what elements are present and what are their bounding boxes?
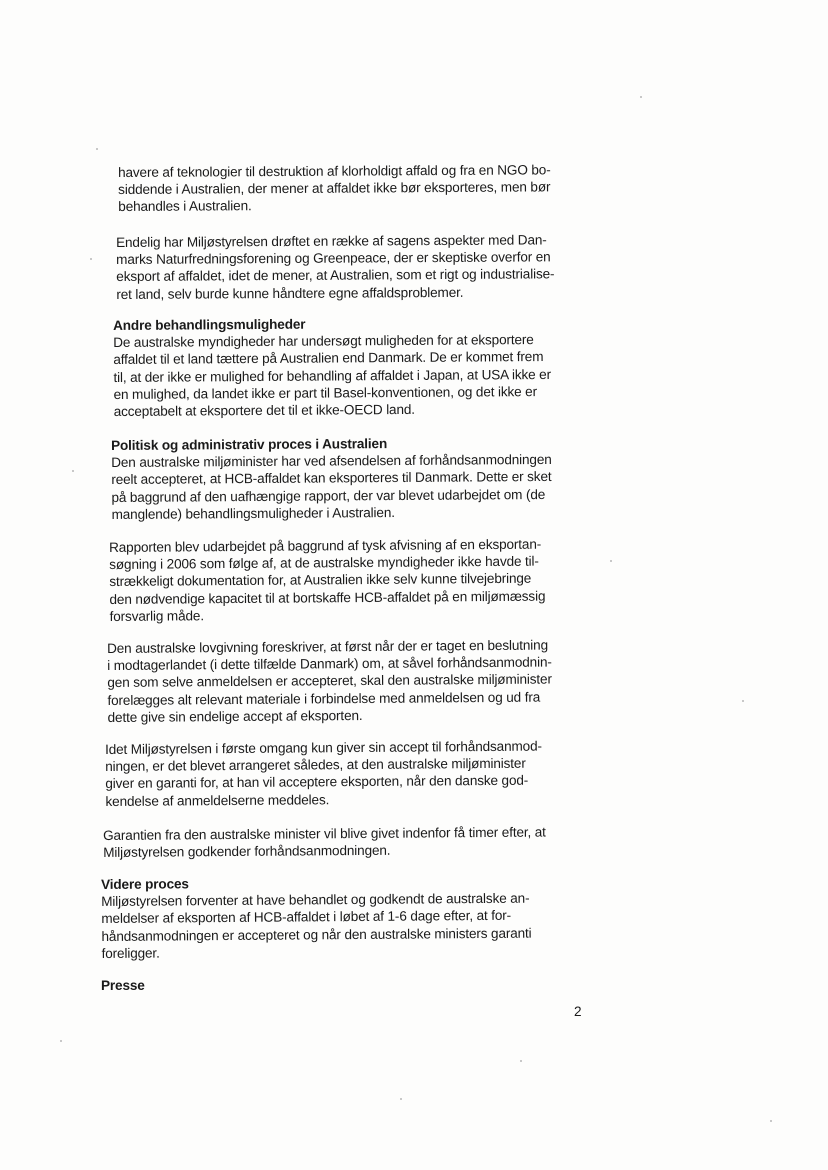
text-line: gen som selve anmeldelsen er accepteret, skal den australske miljøminister	[107, 671, 552, 691]
text-line: Rapporten blev udarbejdet på baggrund af tysk afvisning af en eksportan-	[109, 536, 542, 555]
section-videre-proces	[101, 873, 532, 962]
text-line: meldelser af eksporten af HCB-affaldet i løbet af 1-6 dage efter, at for-	[101, 908, 512, 927]
text-line: kendelse af anmeldelserne meddeles.	[105, 791, 330, 809]
paragraph-idet	[105, 738, 542, 810]
text-line: forelægges alt relevant materiale i forbindelse med anmeldelsen og ud fra	[107, 689, 541, 708]
text-line: håndsanmodningen er accepteret og når den australske ministers garanti	[101, 925, 532, 944]
text-line: ningen, er det blevet arrangeret således, at den australske miljøminister	[105, 755, 526, 775]
section-heading: Politisk og administrativ proces i Australien	[111, 436, 388, 453]
text-line: søgning i 2006 som følge af, at de australske myndigheder ikke havde til-	[109, 553, 539, 573]
text-line: eksport af affaldet, idet de mener, at Australien, som et rigt og industrialise-	[116, 266, 555, 285]
scan-speck	[770, 1120, 772, 1122]
text-line: affaldet til et land tættere på Australien end Danmark. De er kommet frem	[113, 349, 544, 368]
text-line: på baggrund af den uafhængige rapport, der var blevet udarbejdet om (de	[111, 486, 546, 505]
text-line: giver en garanti for, at han vil acceptere eksporten, når den danske god-	[105, 773, 529, 792]
scan-speck	[72, 470, 74, 472]
section-politisk-proces	[111, 434, 552, 523]
scan-speck	[610, 560, 612, 562]
section-heading: Presse	[101, 978, 145, 993]
section-andre-behandlingsmuligheder	[113, 314, 551, 420]
text-line: Miljøstyrelsen godkender forhåndsanmodningen.	[103, 842, 391, 861]
text-line: dette give sin endelige accept af eksporten.	[107, 707, 363, 725]
text-line: marks Naturfredningsforening og Greenpeace, der er skeptiske overfor en	[116, 249, 551, 268]
text-line: strækkeligt dokumentation for, at Australien ikke selv kunne tilvejebringe	[109, 571, 532, 590]
scan-speck	[90, 258, 92, 260]
scan-speck	[96, 148, 98, 150]
text-line: til, at der ikke er mulighed for behandling af affaldet i Japan, at USA ikke er	[113, 366, 551, 385]
text-line: Den australske lovgivning foreskriver, at først når der er taget en beslutning	[107, 637, 549, 656]
text-line: havere af teknologier til destruktion af klorholdigt affald og fra en NGO bo-	[118, 162, 551, 180]
text-line: Garantien fra den australske minister vil blive givet indenfor få timer efter, at	[103, 824, 546, 843]
text-line: foreligger.	[101, 945, 160, 961]
text-line: forsvarlig måde.	[109, 608, 204, 624]
text-line: manglende) behandlingsmuligheder i Australien.	[111, 504, 395, 522]
text-line: reelt accepteret, at HCB-affaldet kan eksporteres til Danmark. Dette er sket	[111, 469, 552, 488]
page-number: 2	[574, 1004, 582, 1019]
text-line: Miljøstyrelsen forventer at have behandlet og godkendt de australske an-	[101, 890, 530, 910]
section-heading: Videre proces	[101, 876, 189, 892]
scan-speck	[742, 700, 744, 702]
paragraph-garantien	[103, 824, 546, 862]
paragraph-dn-greenpeace	[116, 231, 555, 302]
text-line: behandles i Australien.	[118, 198, 252, 215]
text-line: ret land, selv burde kunne håndtere egne affaldsproblemer.	[116, 284, 464, 302]
text-line: Den australske miljøminister har ved afsendelsen af forhåndsanmodningen	[111, 452, 552, 471]
scan-speck	[60, 1040, 62, 1042]
text-line: Idet Miljøstyrelsen i første omgang kun giver sin accept til forhåndsanmod-	[105, 738, 542, 757]
section-heading: Andre behandlingsmuligheder	[113, 316, 306, 333]
scan-speck	[640, 96, 642, 98]
text-line: den nødvendige kapacitet til at bortskaffe HCB-affaldet på en miljømæssig	[109, 588, 546, 607]
text-line: i modtagerlandet (i dette tilfælde Danmark) om, at såvel forhåndsanmodnin-	[107, 654, 552, 674]
text-line: acceptabelt at eksportere det til et ikke-OECD land.	[113, 401, 415, 420]
section-presse	[101, 977, 145, 994]
text-line: De australske myndigheder har undersøgt muligheden for at eksportere	[113, 332, 534, 351]
paragraph-lovgivning	[107, 637, 552, 727]
text-line: Endelig har Miljøstyrelsen drøftet en række af sagens aspekter med Dan-	[116, 232, 547, 250]
scan-speck	[520, 1060, 522, 1062]
paragraph-ngo-opinion	[118, 161, 551, 215]
paragraph-rapporten	[109, 536, 546, 625]
scan-speck	[400, 1098, 402, 1100]
text-line: siddende i Australien, der mener at affaldet ikke bør eksporteres, men bør	[118, 179, 551, 198]
text-line: en mulighed, da landet ikke er part til Basel-konventionen, og det ikke er	[113, 383, 537, 402]
